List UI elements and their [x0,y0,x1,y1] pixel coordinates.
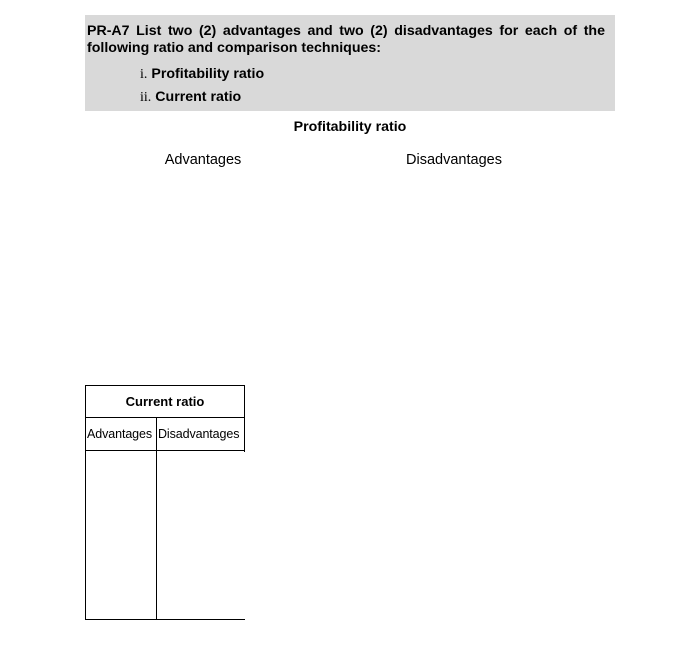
question-item-number: i. [140,67,148,82]
table-divider-title [85,417,245,418]
question-box [85,15,615,111]
profitability-disadvantages-header: Disadvantages [406,152,502,168]
question-item-current [140,86,264,109]
table-border-bottom [85,619,245,620]
question-items-list [140,63,264,109]
table-divider-header [85,450,245,451]
table-border-top [85,385,245,386]
profitability-section-title: Profitability ratio [293,119,407,135]
profitability-advantages-header: Advantages [164,152,242,168]
question-item-label: Profitability ratio [151,66,265,82]
current-ratio-table [85,385,245,620]
question-item-number: ii. [140,90,152,105]
current-advantages-header: Advantages [87,427,153,441]
current-disadvantages-header: Disadvantages [158,427,240,441]
table-column-divider [156,417,157,620]
current-ratio-title: Current ratio [125,394,205,409]
question-text: PR-A7 List two (2) advantages and two (2) disadvantages for each of the following ratio and comparison techniques: [87,23,605,56]
table-border-left [85,385,86,620]
question-item-label: Current ratio [155,89,242,105]
question-item-profitability [140,63,264,86]
